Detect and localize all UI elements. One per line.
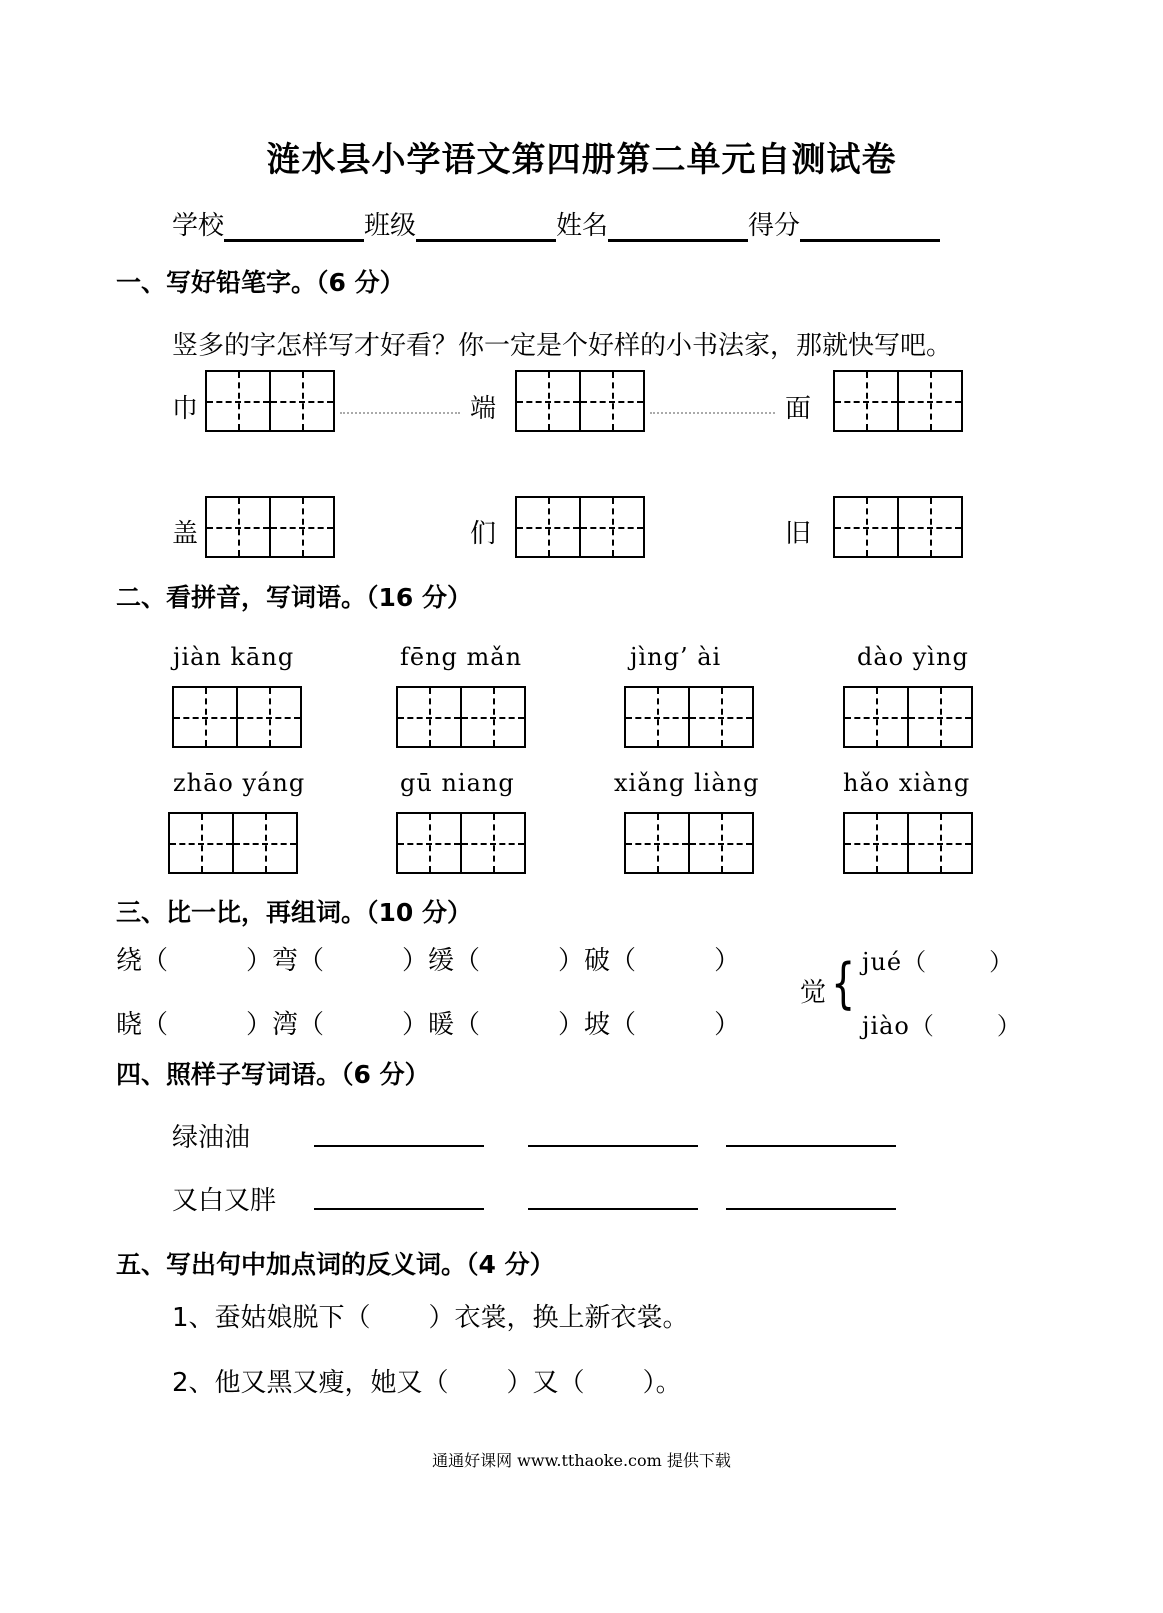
example-word-2: 又白又胖: [172, 1186, 277, 1216]
brace-icon: {: [831, 952, 856, 1015]
dotted-leader: [340, 412, 460, 414]
section-5-heading: 五、写出句中加点词的反义词。（4 分）: [116, 1250, 555, 1279]
compare-item: ）暖（: [402, 1010, 481, 1040]
answer-line[interactable]: [528, 1208, 698, 1210]
compare-item: ）破（: [558, 946, 637, 976]
pinyin-prompt: jìng’ ài: [630, 643, 722, 671]
writing-grid[interactable]: [843, 686, 973, 748]
pinyin-prompt: fēng mǎn: [400, 643, 523, 671]
question-1-end: ）衣裳，换上新衣裳。: [428, 1303, 689, 1333]
dotted-leader: [650, 412, 775, 414]
section-4-heading: 四、照样子写词语。（6 分）: [116, 1060, 430, 1089]
pinyin-prompt: gū niang: [400, 769, 515, 797]
page-footer: 通通好课网 www.tthaoke.com 提供下载: [432, 1451, 731, 1470]
name-field[interactable]: [608, 213, 748, 242]
jue-character: 觉: [800, 978, 827, 1008]
question-2: [172, 1362, 682, 1399]
compare-item: ）: [714, 946, 741, 976]
writing-grid[interactable]: [205, 496, 335, 558]
jue-pinyin-2: jiào（: [862, 1012, 935, 1040]
jue-pinyin-1: jué（: [862, 948, 928, 976]
section-1-instruction: 竖多的字怎样写才好看？你一定是个好样的小书法家，那就快写吧。: [172, 331, 953, 361]
writing-grid[interactable]: [624, 686, 754, 748]
close-paren: ）: [996, 1012, 1022, 1040]
writing-grid[interactable]: [833, 370, 963, 432]
writing-grid[interactable]: [624, 812, 754, 874]
char-prompt: 旧: [785, 519, 812, 549]
char-prompt: 巾: [172, 394, 199, 424]
student-info-line: [172, 205, 940, 242]
compare-item: 晓（: [116, 1010, 169, 1040]
compare-row-1: [116, 940, 740, 977]
writing-grid[interactable]: [396, 686, 526, 748]
example-word-1: 绿油油: [172, 1123, 251, 1153]
jue-line-1: [862, 942, 1014, 977]
answer-line[interactable]: [726, 1208, 896, 1210]
question-2-start: 2、他又黑又瘦，她又（: [172, 1368, 449, 1398]
question-2-end: ）。: [642, 1368, 682, 1398]
char-prompt: 面: [785, 394, 812, 424]
school-field[interactable]: [224, 213, 364, 242]
writing-grid[interactable]: [843, 812, 973, 874]
answer-line[interactable]: [528, 1145, 698, 1147]
compare-item: ）坡（: [558, 1010, 637, 1040]
compare-item: ）弯（: [246, 946, 325, 976]
writing-grid[interactable]: [396, 812, 526, 874]
writing-grid[interactable]: [515, 496, 645, 558]
pinyin-prompt: xiǎng liàng: [614, 769, 760, 797]
question-1-start: 1、蚕姑娘脱下（: [172, 1303, 371, 1333]
char-prompt: 盖: [172, 519, 199, 549]
answer-line[interactable]: [314, 1145, 484, 1147]
pinyin-prompt: hǎo xiàng: [843, 769, 971, 797]
class-field[interactable]: [416, 213, 556, 242]
compare-item: ）湾（: [246, 1010, 325, 1040]
section-3-heading: 三、比一比，再组词。（10 分）: [116, 898, 472, 927]
writing-grid[interactable]: [515, 370, 645, 432]
compare-item: 绕（: [116, 946, 169, 976]
char-prompt: 们: [470, 519, 497, 549]
jue-line-2: [862, 1006, 1022, 1041]
pinyin-prompt: zhāo yáng: [173, 769, 306, 797]
question-1: [172, 1297, 689, 1334]
close-paren: ）: [989, 948, 1015, 976]
pinyin-prompt: dào yìng: [857, 643, 969, 671]
name-label: 姓名: [556, 211, 609, 241]
writing-grid[interactable]: [172, 686, 302, 748]
answer-line[interactable]: [726, 1145, 896, 1147]
section-1-heading: 一、写好铅笔字。（6 分）: [116, 268, 405, 297]
compare-row-2: [116, 1004, 740, 1041]
writing-grid[interactable]: [833, 496, 963, 558]
compare-item: ）: [714, 1010, 741, 1040]
score-label: 得分: [748, 211, 801, 241]
question-2-middle: ）又（: [506, 1368, 585, 1398]
pinyin-prompt: jiàn kāng: [173, 643, 295, 671]
school-label: 学校: [172, 211, 225, 241]
writing-grid[interactable]: [168, 812, 298, 874]
writing-grid[interactable]: [205, 370, 335, 432]
class-label: 班级: [364, 211, 417, 241]
page-title: 涟水县小学语文第四册第二单元自测试卷: [266, 140, 897, 180]
char-prompt: 端: [470, 394, 497, 424]
answer-line[interactable]: [314, 1208, 484, 1210]
section-2-heading: 二、看拼音，写词语。（16 分）: [116, 583, 472, 612]
compare-item: ）缓（: [402, 946, 481, 976]
score-field[interactable]: [800, 213, 940, 242]
